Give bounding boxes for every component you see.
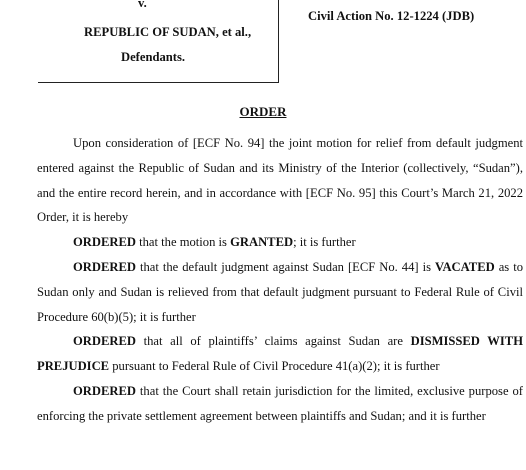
intro-line-2: entered against the Republic of Sudan and its Ministry of the Interior (collectively, “Sudan”), and <box>37 160 523 200</box>
defendant-role-label: Defendants. <box>121 50 186 64</box>
intro-line-4: it is hereby <box>72 210 129 225</box>
ordered-lead: ORDERED <box>73 334 136 349</box>
intro-line-3: the entire record herein, and in accordance with [ECF No. 95] this Court’s March 21, 2022 Order, <box>37 185 524 225</box>
ordered-text: ; it is further <box>293 235 356 250</box>
ordered-text: that the default judgment against Sudan [ECF No. 44] is <box>135 259 435 274</box>
granted-text: GRANTED <box>230 235 294 250</box>
ordered-lead: ORDERED <box>73 235 136 250</box>
civil-action-number: Civil Action No. 12-1224 (JDB) <box>308 9 475 23</box>
intro-paragraph <box>37 131 523 230</box>
ordered-lead: ORDERED <box>73 383 136 398</box>
ordered-text: that the motion is <box>135 235 231 250</box>
ordered-text: that all of plaintiffs’ claims against Sudan are <box>135 334 411 349</box>
ordered-text: as to Sudan only and Sudan is relieved from that default judgment pursuant to Federal Rule of Civil Procedure 60(b)(5); it is further <box>37 259 523 324</box>
intro-line-1: Upon consideration of [ECF No. 94] the joint motion for relief from default judgment <box>73 136 523 150</box>
ordered-paragraph-3 <box>37 329 523 379</box>
order-heading: ORDER <box>239 104 287 119</box>
vacated-text: VACATED <box>434 259 495 274</box>
case-caption-box <box>38 0 279 83</box>
ordered-paragraph-1 <box>37 230 523 255</box>
ordered-lead: ORDERED <box>73 259 136 274</box>
ordered-paragraph-2 <box>37 255 523 329</box>
ordered-paragraph-4 <box>37 379 523 429</box>
ordered-text: that the Court shall retain jurisdiction for the limited, exclusive purpose of enforcing the private settlement agreement between plaintiffs and Sudan; and it is further <box>37 383 523 423</box>
ordered-text: pursuant to Federal Rule of Civil Procedure 41(a)(2); it is further <box>109 359 440 374</box>
dismissed-with-prejudice-text: DISMISSED WITH PREJUDICE <box>37 334 524 374</box>
versus-text: v. <box>138 0 147 10</box>
defendant-party-name: REPUBLIC OF SUDAN, et al., <box>84 25 252 39</box>
order-body <box>37 131 523 429</box>
